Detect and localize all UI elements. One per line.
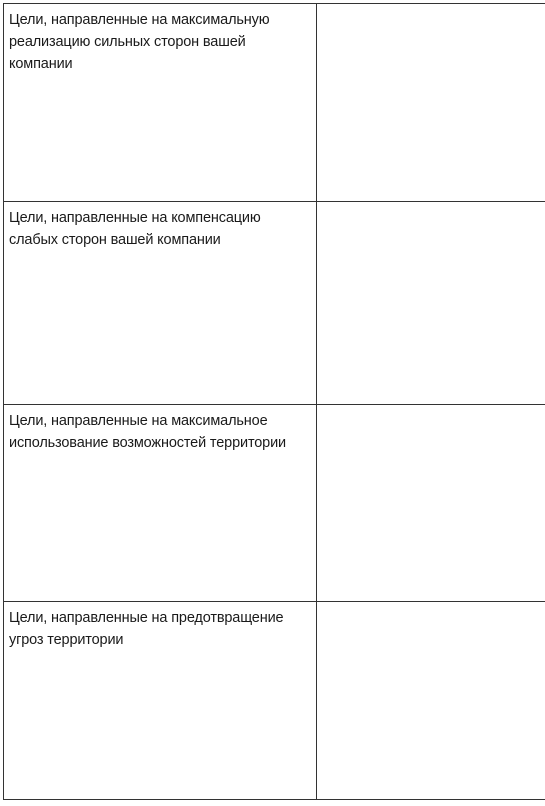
- row-label: Цели, направленные на компенсацию слабых сторон вашей компании: [4, 202, 317, 405]
- goals-row-threats: [4, 602, 545, 800]
- goals-row-strengths: [4, 4, 545, 202]
- row-label: Цели, направленные на максимальное использование возможностей территории: [4, 405, 317, 602]
- row-label: Цели, направленные на предотвращение угроз территории: [4, 602, 317, 800]
- answer-cell[interactable]: [317, 202, 545, 405]
- goals-table: [3, 3, 545, 800]
- answer-cell[interactable]: [317, 602, 545, 800]
- answer-cell[interactable]: [317, 4, 545, 202]
- answer-cell[interactable]: [317, 405, 545, 602]
- goals-row-weaknesses: [4, 202, 545, 405]
- goals-row-opportunities: [4, 405, 545, 602]
- row-label: Цели, направленные на максимальную реализацию сильных сторон вашей компании: [4, 4, 317, 202]
